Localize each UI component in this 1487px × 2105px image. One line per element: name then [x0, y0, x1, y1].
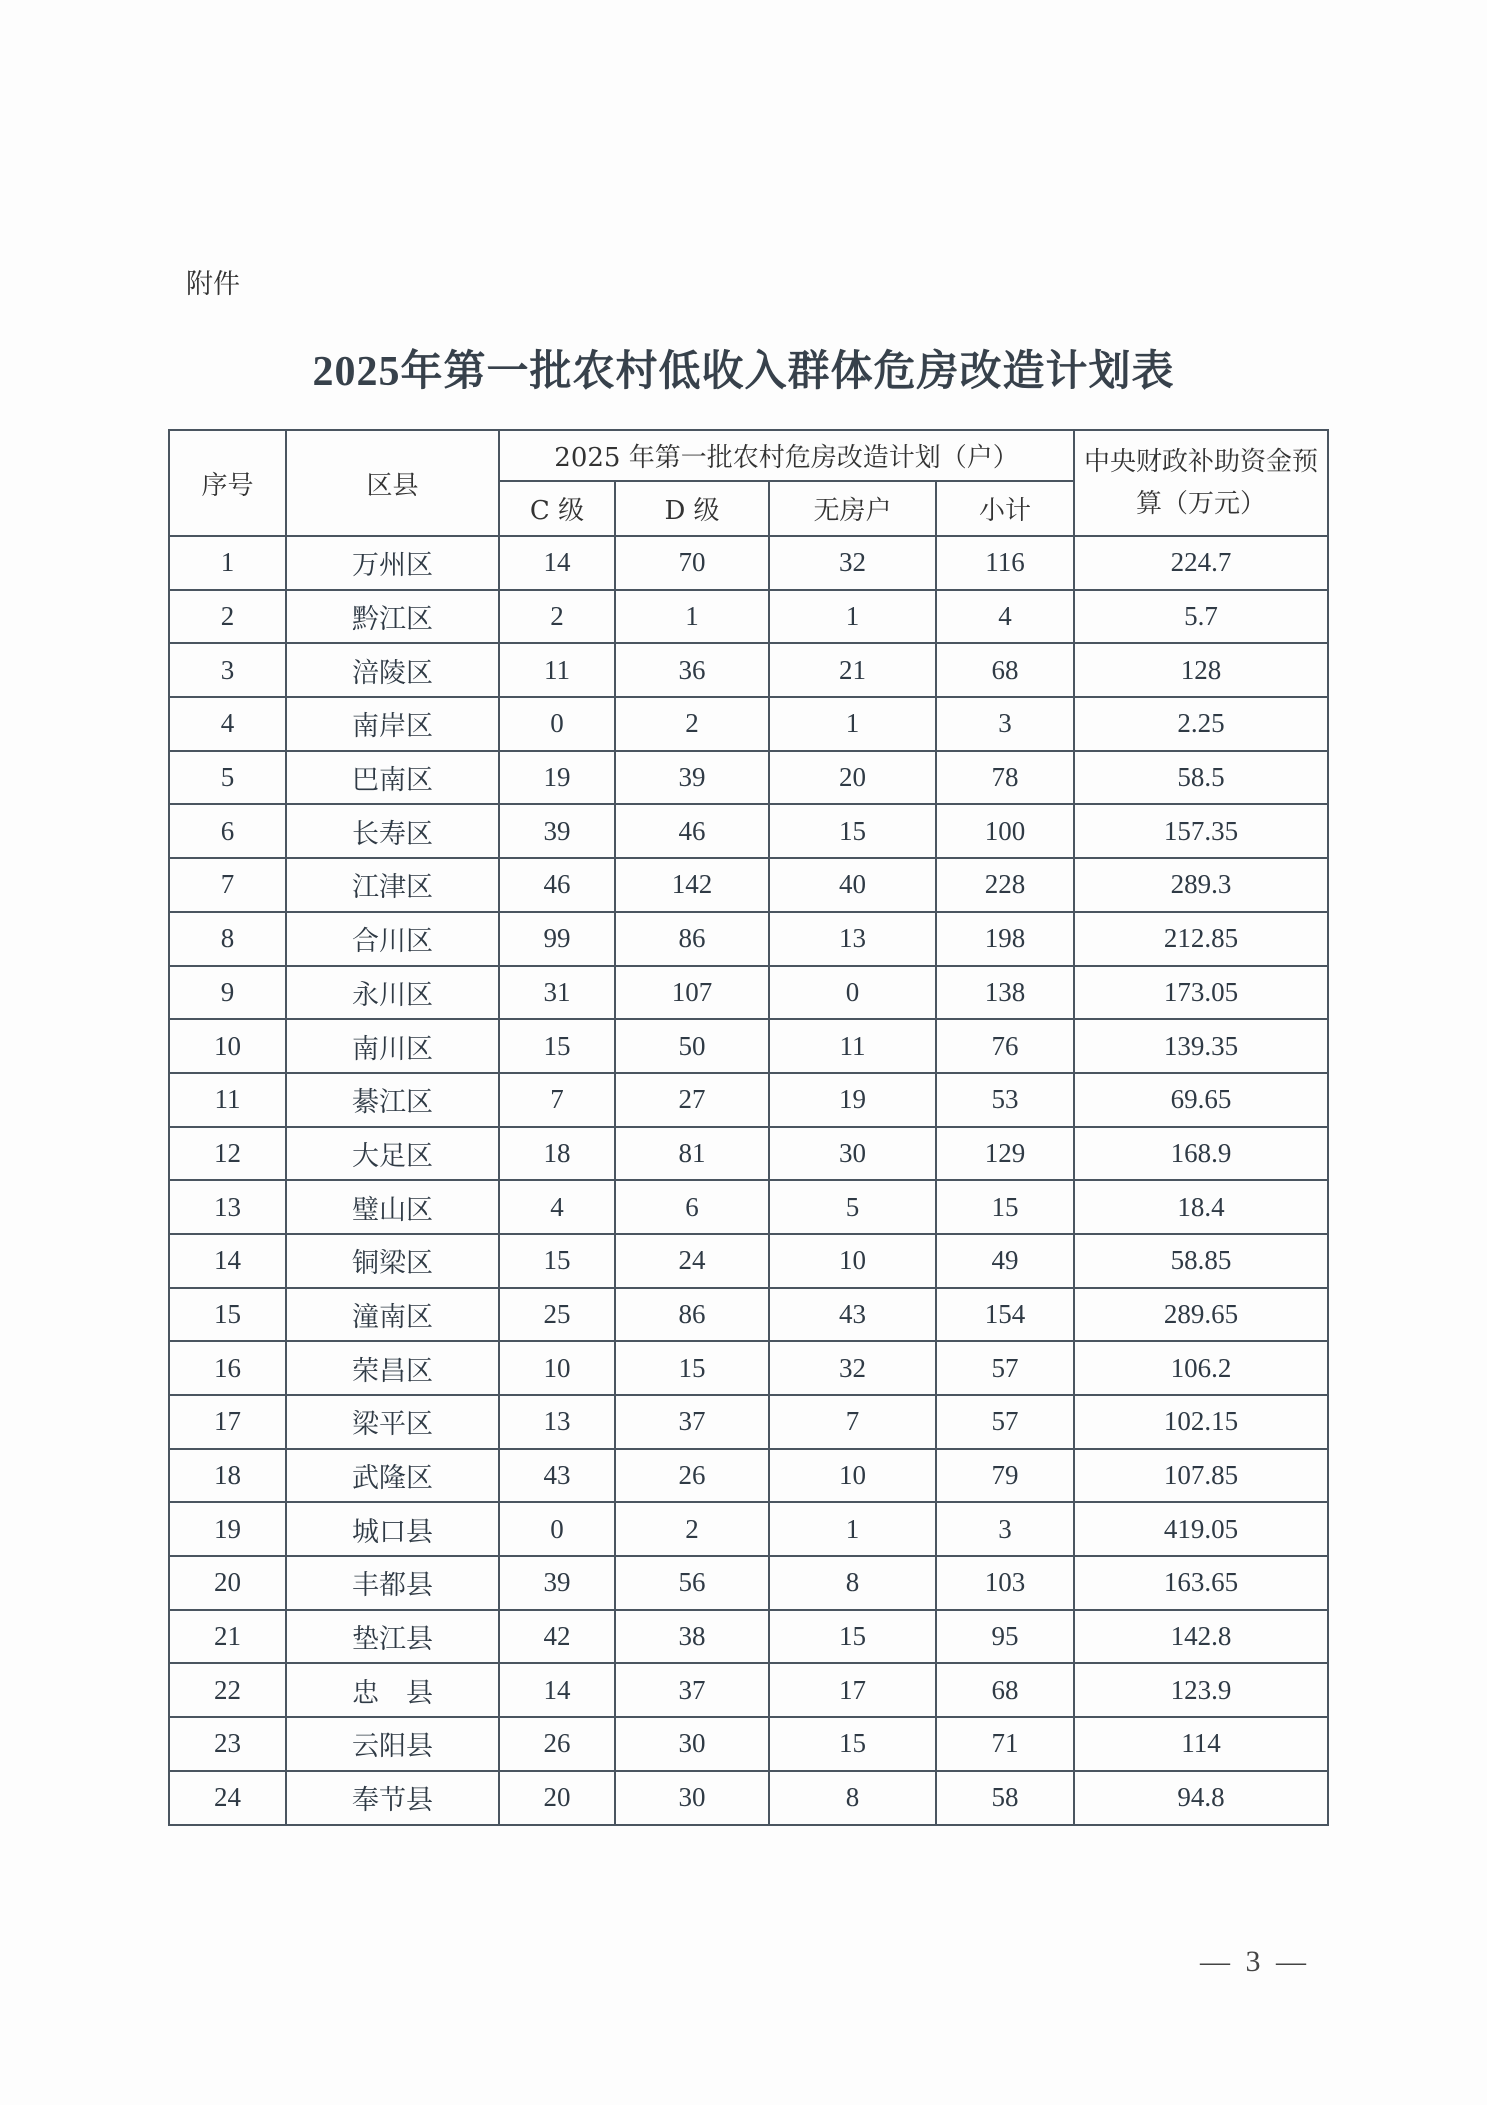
cell-no-house: 5 [769, 1180, 936, 1234]
cell-c-level: 10 [499, 1341, 615, 1395]
cell-subtotal: 49 [936, 1234, 1074, 1288]
cell-c-level: 11 [499, 643, 615, 697]
cell-budget: 58.5 [1074, 751, 1328, 805]
cell-d-level: 50 [615, 1019, 769, 1073]
cell-c-level: 0 [499, 697, 615, 751]
cell-c-level: 13 [499, 1395, 615, 1449]
cell-subtotal: 53 [936, 1073, 1074, 1127]
cell-no-house: 19 [769, 1073, 936, 1127]
cell-budget: 289.65 [1074, 1288, 1328, 1342]
cell-budget: 114 [1074, 1717, 1328, 1771]
cell-district: 永川区 [286, 966, 499, 1020]
cell-budget: 289.3 [1074, 858, 1328, 912]
cell-district: 荣昌区 [286, 1341, 499, 1395]
cell-d-level: 81 [615, 1127, 769, 1181]
cell-index: 17 [169, 1395, 286, 1449]
cell-no-house: 0 [769, 966, 936, 1020]
cell-district: 合川区 [286, 912, 499, 966]
header-district: 区县 [286, 430, 499, 536]
cell-budget: 123.9 [1074, 1663, 1328, 1717]
cell-d-level: 6 [615, 1180, 769, 1234]
cell-budget: 5.7 [1074, 590, 1328, 644]
cell-subtotal: 68 [936, 643, 1074, 697]
header-no-house: 无房户 [769, 481, 936, 536]
cell-district: 璧山区 [286, 1180, 499, 1234]
cell-d-level: 2 [615, 1502, 769, 1556]
cell-no-house: 1 [769, 697, 936, 751]
cell-district: 綦江区 [286, 1073, 499, 1127]
cell-subtotal: 68 [936, 1663, 1074, 1717]
cell-no-house: 21 [769, 643, 936, 697]
cell-c-level: 43 [499, 1449, 615, 1503]
cell-subtotal: 100 [936, 804, 1074, 858]
cell-district: 黔江区 [286, 590, 499, 644]
cell-district: 南川区 [286, 1019, 499, 1073]
cell-no-house: 10 [769, 1234, 936, 1288]
header-d-level: D 级 [615, 481, 769, 536]
cell-subtotal: 228 [936, 858, 1074, 912]
cell-no-house: 11 [769, 1019, 936, 1073]
table-row [169, 912, 1328, 966]
cell-c-level: 39 [499, 804, 615, 858]
table-row [169, 1019, 1328, 1073]
cell-subtotal: 58 [936, 1771, 1074, 1825]
cell-district: 涪陵区 [286, 643, 499, 697]
table-row [169, 1771, 1328, 1825]
cell-c-level: 25 [499, 1288, 615, 1342]
cell-c-level: 99 [499, 912, 615, 966]
cell-index: 16 [169, 1341, 286, 1395]
cell-d-level: 15 [615, 1341, 769, 1395]
cell-budget: 173.05 [1074, 966, 1328, 1020]
cell-no-house: 17 [769, 1663, 936, 1717]
cell-subtotal: 129 [936, 1127, 1074, 1181]
table-row [169, 1556, 1328, 1610]
table-row [169, 1663, 1328, 1717]
table-row [169, 590, 1328, 644]
cell-c-level: 4 [499, 1180, 615, 1234]
cell-d-level: 142 [615, 858, 769, 912]
cell-d-level: 86 [615, 912, 769, 966]
cell-no-house: 8 [769, 1771, 936, 1825]
cell-district: 垫江县 [286, 1610, 499, 1664]
cell-district: 万州区 [286, 536, 499, 590]
table-row [169, 804, 1328, 858]
table-row [169, 536, 1328, 590]
header-plan-group: 2025 年第一批农村危房改造计划（户） [499, 430, 1074, 481]
cell-index: 10 [169, 1019, 286, 1073]
cell-c-level: 46 [499, 858, 615, 912]
cell-c-level: 26 [499, 1717, 615, 1771]
table-row [169, 1234, 1328, 1288]
cell-index: 12 [169, 1127, 286, 1181]
cell-district: 城口县 [286, 1502, 499, 1556]
cell-c-level: 15 [499, 1019, 615, 1073]
cell-subtotal: 57 [936, 1341, 1074, 1395]
table-row [169, 966, 1328, 1020]
cell-subtotal: 198 [936, 912, 1074, 966]
cell-budget: 106.2 [1074, 1341, 1328, 1395]
table-row [169, 1127, 1328, 1181]
cell-budget: 139.35 [1074, 1019, 1328, 1073]
cell-budget: 142.8 [1074, 1610, 1328, 1664]
plan-table [168, 429, 1329, 1826]
cell-d-level: 24 [615, 1234, 769, 1288]
header-c-level: C 级 [499, 481, 615, 536]
cell-index: 19 [169, 1502, 286, 1556]
cell-subtotal: 57 [936, 1395, 1074, 1449]
cell-index: 18 [169, 1449, 286, 1503]
table-row [169, 1395, 1328, 1449]
cell-budget: 168.9 [1074, 1127, 1328, 1181]
header-index: 序号 [169, 430, 286, 536]
cell-subtotal: 103 [936, 1556, 1074, 1610]
cell-subtotal: 15 [936, 1180, 1074, 1234]
cell-d-level: 30 [615, 1717, 769, 1771]
cell-index: 23 [169, 1717, 286, 1771]
cell-no-house: 13 [769, 912, 936, 966]
cell-c-level: 39 [499, 1556, 615, 1610]
cell-c-level: 20 [499, 1771, 615, 1825]
cell-c-level: 2 [499, 590, 615, 644]
cell-subtotal: 79 [936, 1449, 1074, 1503]
cell-subtotal: 116 [936, 536, 1074, 590]
cell-subtotal: 95 [936, 1610, 1074, 1664]
cell-index: 11 [169, 1073, 286, 1127]
cell-subtotal: 138 [936, 966, 1074, 1020]
cell-d-level: 56 [615, 1556, 769, 1610]
table-row [169, 858, 1328, 912]
cell-subtotal: 3 [936, 1502, 1074, 1556]
cell-budget: 224.7 [1074, 536, 1328, 590]
table-row [169, 1073, 1328, 1127]
cell-no-house: 7 [769, 1395, 936, 1449]
cell-district: 潼南区 [286, 1288, 499, 1342]
cell-index: 20 [169, 1556, 286, 1610]
cell-district: 大足区 [286, 1127, 499, 1181]
cell-district: 巴南区 [286, 751, 499, 805]
cell-district: 云阳县 [286, 1717, 499, 1771]
cell-index: 14 [169, 1234, 286, 1288]
table-row [169, 697, 1328, 751]
cell-budget: 128 [1074, 643, 1328, 697]
cell-no-house: 1 [769, 1502, 936, 1556]
cell-index: 3 [169, 643, 286, 697]
cell-d-level: 26 [615, 1449, 769, 1503]
cell-d-level: 37 [615, 1395, 769, 1449]
cell-index: 15 [169, 1288, 286, 1342]
cell-budget: 69.65 [1074, 1073, 1328, 1127]
cell-d-level: 30 [615, 1771, 769, 1825]
cell-budget: 2.25 [1074, 697, 1328, 751]
cell-c-level: 7 [499, 1073, 615, 1127]
cell-budget: 163.65 [1074, 1556, 1328, 1610]
cell-no-house: 1 [769, 590, 936, 644]
table-row [169, 1288, 1328, 1342]
cell-district: 南岸区 [286, 697, 499, 751]
cell-subtotal: 154 [936, 1288, 1074, 1342]
cell-c-level: 18 [499, 1127, 615, 1181]
cell-no-house: 20 [769, 751, 936, 805]
cell-c-level: 0 [499, 1502, 615, 1556]
table-row [169, 1502, 1328, 1556]
cell-d-level: 39 [615, 751, 769, 805]
table-row [169, 1717, 1328, 1771]
cell-district: 丰都县 [286, 1556, 499, 1610]
cell-no-house: 30 [769, 1127, 936, 1181]
cell-subtotal: 3 [936, 697, 1074, 751]
page-number: — 3 — [1200, 1945, 1310, 1978]
cell-d-level: 27 [615, 1073, 769, 1127]
cell-budget: 94.8 [1074, 1771, 1328, 1825]
table-row [169, 1610, 1328, 1664]
cell-d-level: 107 [615, 966, 769, 1020]
cell-budget: 419.05 [1074, 1502, 1328, 1556]
cell-no-house: 15 [769, 1610, 936, 1664]
cell-no-house: 15 [769, 1717, 936, 1771]
cell-no-house: 10 [769, 1449, 936, 1503]
table-row [169, 751, 1328, 805]
cell-index: 7 [169, 858, 286, 912]
cell-subtotal: 78 [936, 751, 1074, 805]
header-subtotal: 小计 [936, 481, 1074, 536]
cell-c-level: 14 [499, 536, 615, 590]
cell-index: 21 [169, 1610, 286, 1664]
cell-district: 武隆区 [286, 1449, 499, 1503]
cell-district: 铜梁区 [286, 1234, 499, 1288]
cell-no-house: 43 [769, 1288, 936, 1342]
cell-d-level: 2 [615, 697, 769, 751]
cell-d-level: 36 [615, 643, 769, 697]
cell-no-house: 8 [769, 1556, 936, 1610]
cell-c-level: 15 [499, 1234, 615, 1288]
cell-district: 忠 县 [286, 1663, 499, 1717]
cell-d-level: 38 [615, 1610, 769, 1664]
cell-d-level: 1 [615, 590, 769, 644]
cell-d-level: 37 [615, 1663, 769, 1717]
cell-no-house: 15 [769, 804, 936, 858]
cell-no-house: 40 [769, 858, 936, 912]
table-row [169, 1341, 1328, 1395]
cell-index: 22 [169, 1663, 286, 1717]
attachment-label: 附件 [186, 269, 240, 300]
cell-d-level: 46 [615, 804, 769, 858]
cell-index: 8 [169, 912, 286, 966]
cell-district: 长寿区 [286, 804, 499, 858]
table-row [169, 1449, 1328, 1503]
cell-index: 13 [169, 1180, 286, 1234]
cell-district: 梁平区 [286, 1395, 499, 1449]
cell-c-level: 42 [499, 1610, 615, 1664]
cell-no-house: 32 [769, 536, 936, 590]
header-budget: 中央财政补助资金预算（万元） [1074, 430, 1328, 536]
cell-no-house: 32 [769, 1341, 936, 1395]
cell-c-level: 19 [499, 751, 615, 805]
cell-index: 6 [169, 804, 286, 858]
cell-budget: 107.85 [1074, 1449, 1328, 1503]
cell-subtotal: 71 [936, 1717, 1074, 1771]
cell-budget: 18.4 [1074, 1180, 1328, 1234]
cell-d-level: 86 [615, 1288, 769, 1342]
cell-subtotal: 76 [936, 1019, 1074, 1073]
cell-district: 江津区 [286, 858, 499, 912]
cell-district: 奉节县 [286, 1771, 499, 1825]
cell-index: 1 [169, 536, 286, 590]
cell-index: 2 [169, 590, 286, 644]
table-row [169, 643, 1328, 697]
cell-index: 4 [169, 697, 286, 751]
cell-budget: 58.85 [1074, 1234, 1328, 1288]
cell-index: 5 [169, 751, 286, 805]
cell-c-level: 14 [499, 1663, 615, 1717]
cell-budget: 102.15 [1074, 1395, 1328, 1449]
cell-budget: 212.85 [1074, 912, 1328, 966]
table-row [169, 1180, 1328, 1234]
document-title: 2025年第一批农村低收入群体危房改造计划表 [312, 349, 1175, 395]
cell-c-level: 31 [499, 966, 615, 1020]
cell-d-level: 70 [615, 536, 769, 590]
cell-index: 24 [169, 1771, 286, 1825]
cell-index: 9 [169, 966, 286, 1020]
cell-budget: 157.35 [1074, 804, 1328, 858]
cell-subtotal: 4 [936, 590, 1074, 644]
